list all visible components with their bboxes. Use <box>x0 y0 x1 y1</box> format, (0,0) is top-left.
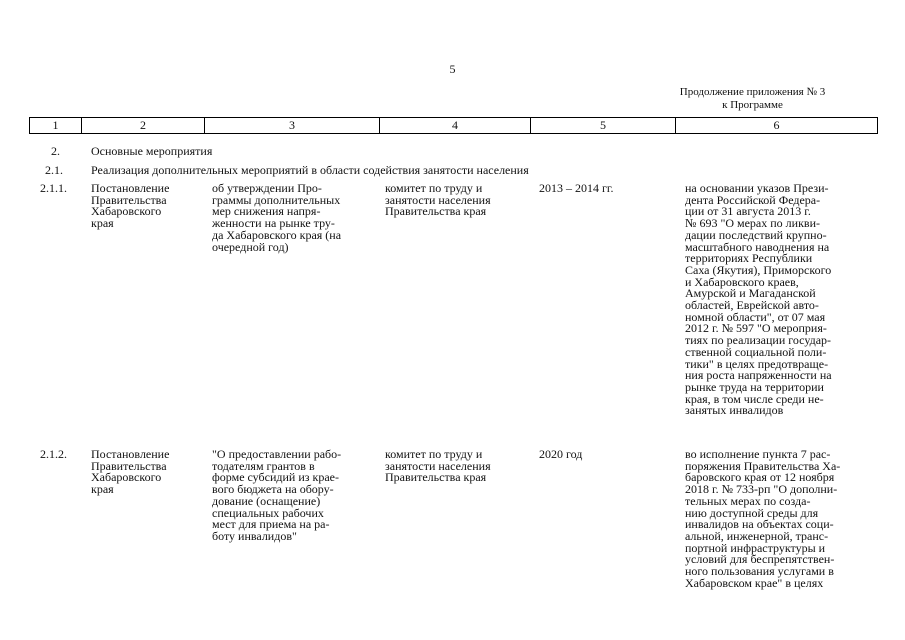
term: 2013 – 2014 гг. <box>539 181 614 195</box>
executor: комитет по труду и занятости населения Правительства края <box>385 181 491 219</box>
column-number: 4 <box>380 118 531 134</box>
basis: на основании указов Прези- дента Российской Федера- ции от 31 августа 2013 г. № 693 "О мерах по ликви- дации последствий крупно- масштабного наводнения на территориях Республики Саха (Якутия), Приморского и Хабаровского краев, Амурской и Магаданской областей, Еврейской авто- номной области", от 07 мая 2012 г. № 597 "О мероприя- тиях по реализации государ- ственной социальной поли- тики" в целях предотвраще- ния роста напряженности на рынке труда на территории края, в том числе среди не- занятых инвалидов <box>685 181 832 418</box>
subsection-title: Реализация дополнительных мероприятий в области содействия занятости населения <box>91 163 529 177</box>
row-number: 2.1.1. <box>40 181 67 195</box>
continuation-note <box>640 86 865 111</box>
column-number-header <box>29 117 878 134</box>
document-type: Постановление Правительства Хабаровского края <box>91 447 170 497</box>
continuation-line-1: Продолжение приложения № 3 <box>679 86 826 98</box>
column-number: 3 <box>205 118 380 134</box>
term: 2020 год <box>539 447 583 461</box>
section-title: Основные мероприятия <box>91 144 213 158</box>
document-type: Постановление Правительства Хабаровского края <box>91 181 170 231</box>
document-name: "О предоставлении рабо- тодателям грантов в форме субсидий из крае- вого бюджета на обору- дование (оснащение) специальных рабочих мест для приема на ра- боту инвалидов" <box>212 447 342 543</box>
executor: комитет по труду и занятости населения Правительства края <box>385 447 491 485</box>
column-number-row <box>30 118 878 134</box>
basis: во исполнение пункта 7 рас- поряжения Правительства Ха- баровского края от 12 ноября 2018 г. № 733-рп "О дополни- тельных мерах по созда- нию доступной среды для инвалидов на объектах соци- альной, инженерной, транс- портной инфраструктуры и условий для беспрепятствен- ного пользования услугами в Хабаровском крае" в целях <box>685 447 841 590</box>
subsection-number: 2.1. <box>45 163 63 177</box>
column-number: 2 <box>82 118 205 134</box>
column-number: 1 <box>30 118 82 134</box>
column-number: 6 <box>676 118 878 134</box>
document-name: об утверждении Про- граммы дополнительных мер снижения напря- женности на рынке тру- да Хабаровского края (на очередной год) <box>212 181 342 254</box>
row-number: 2.1.2. <box>40 447 67 461</box>
section-number: 2. <box>51 144 60 158</box>
column-number: 5 <box>531 118 676 134</box>
continuation-line-2: к Программе <box>722 98 783 111</box>
page-number: 5 <box>449 62 456 76</box>
